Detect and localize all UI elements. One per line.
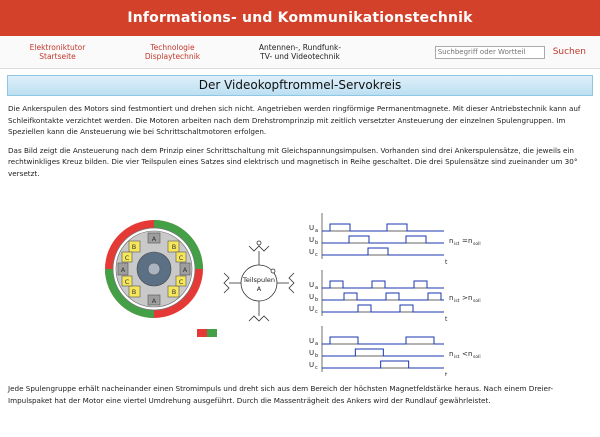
page-title: Der Videokopftrommel-Servokreis [7,75,593,96]
svg-text:B: B [171,243,177,251]
svg-text:C: C [178,254,184,262]
speed-label: n [468,350,473,358]
pulse-train [322,349,444,356]
pulse-train [322,305,444,312]
speed-label: n [449,350,454,358]
svg-text:B: B [131,288,137,296]
pulse-train [322,224,444,231]
time-label: t [445,316,448,323]
speed-label: n [449,237,454,245]
signal-label-sub: c [315,252,318,258]
signal-label-sub: a [315,285,319,291]
signal-label-sub: b [315,297,319,303]
speed-label-soll: soll [473,242,481,247]
speed-relation: = [462,237,468,245]
signal-label: U [309,236,315,244]
site-banner [0,0,600,36]
signal-label-sub: a [315,341,319,347]
signal-label: U [309,293,315,301]
svg-text:B: B [131,243,137,251]
pulse-train [322,293,444,300]
signal-label: U [309,281,315,289]
nav-link-elektroniktutor[interactable]: Elektroniktutor Startseite [29,43,86,61]
paragraph-rotation: Jede Spulengruppe erhält nacheinander einen Stromimpuls und dreht sich aus dem Bereich der höchsten Magnetfeldstärke heraus. Nach einem Dreier-Impulspaket hat der Motor eine viertel Umdrehung ausgeführt. Durch die Massenträgheit des Ankers wird der Rundlauf gewährleistet. [8,384,554,405]
signal-label: U [309,361,315,369]
speed-label-ist: ist [454,242,460,247]
speed-relation: > [462,294,468,302]
pulse-train [322,337,444,344]
coil-label-letter: A [256,285,262,293]
coil-label: Teilspulen [242,276,276,284]
magnet-legend [197,329,217,337]
speed-label: n [449,294,454,302]
time-label: t [445,372,448,376]
site-title: Informations- und Kommunikationstechnik [127,10,473,26]
speed-label-ist: ist [454,299,460,304]
svg-text:A: A [120,266,126,274]
svg-text:A: A [182,266,188,274]
svg-text:C: C [178,278,184,286]
paragraph-control: Das Bild zeigt die Ansteuerung nach dem Prinzip einer Schrittschaltung mit Gleichspannungsimpulsen. Vorhanden sind drei Ankerspulensätze, die jeweils ein rechtwinkliges Kreuz bilden. Die vier Teilspulen eines Satzes sind elektrisch und magnetisch in Reihe geschaltet. Die drei Spulensätze sind zueinander um 30° versetzt. [8,145,578,178]
search-input[interactable] [435,46,545,59]
pulse-train [322,281,444,288]
svg-text:B: B [171,288,177,296]
signal-label-sub: b [315,353,319,359]
speed-label: n [468,237,473,245]
speed-label-ist: ist [454,355,460,360]
signal-label: U [309,305,315,313]
signal-label: U [309,349,315,357]
top-navigation [0,36,600,69]
speed-label-soll: soll [473,299,481,304]
speed-label-soll: soll [473,355,481,360]
pulse-train [322,361,444,368]
pulse-train [322,236,444,243]
time-label: t [445,259,448,266]
signal-label-sub: c [315,365,318,371]
signal-label: U [309,248,315,256]
search-button[interactable]: Suchen [552,47,586,57]
speed-label: n [468,294,473,302]
motor-cross-section [105,220,203,318]
paragraph-intro: Die Ankerspulen des Motors sind festmontiert und drehen sich nicht. Angetrieben werden ringförmige Permanentmagnete. Mit dieser Antriebstechnik kann auf Schleifkontakte verzichtet werden. Die Motoren arbeiten nach dem Drehstromprinzip mit zeitlich versetzter Ansteuerung der einzelnen Spulengruppen. Im Speziellen kann die Ansteuerung wie bei Schrittschaltmotoren erfolgen. [8,104,581,136]
svg-text:A: A [151,235,157,243]
motor-diagram-figure [104,211,489,376]
svg-text:C: C [124,254,130,262]
pulse-train [322,248,444,255]
speed-relation: < [462,350,468,358]
signal-label: U [309,337,315,345]
signal-label: U [309,224,315,232]
svg-text:C: C [124,278,130,286]
svg-text:A: A [151,297,157,305]
nav-link-displaytechnik[interactable]: Technologie Displaytechnik [144,43,201,61]
nav-current-section: Antennen-, Rundfunk- TV- und Videotechnik [258,43,342,61]
signal-label-sub: a [315,228,319,234]
signal-label-sub: b [315,240,319,246]
timing-diagrams [309,213,481,376]
signal-label-sub: c [315,309,318,315]
